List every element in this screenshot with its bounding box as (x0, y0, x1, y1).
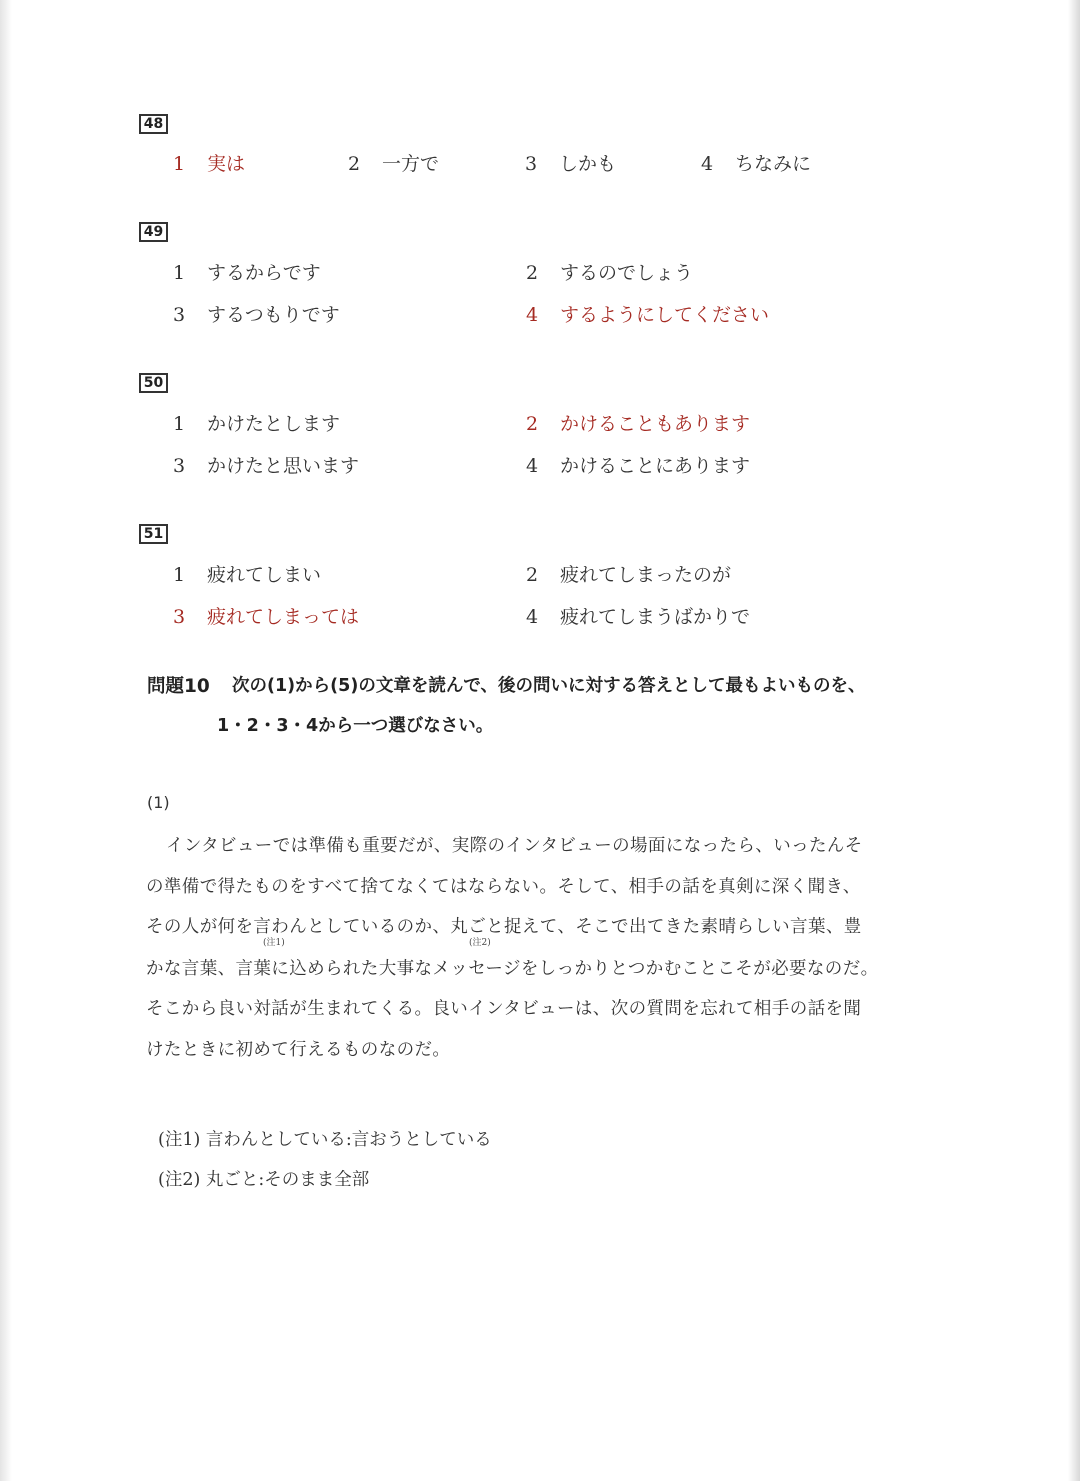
passage-number: (1) (147, 793, 170, 812)
option-50-1[interactable] (173, 412, 340, 436)
passage-line: インタビューでは準備も重要だが、実際のインタビューの場面になったら、いったんそ (166, 836, 863, 856)
option-text: 疲れてしまい (207, 564, 322, 586)
option-text: かけたと思います (207, 455, 360, 477)
option-text: 実は (207, 153, 246, 175)
mondai-label: 問題10 (147, 676, 210, 697)
option-51-3[interactable] (173, 605, 359, 629)
option-number: 2 (526, 262, 539, 284)
option-text: かけたとします (207, 413, 341, 435)
question-number-51: 51 (139, 524, 168, 544)
option-text: ちなみに (735, 153, 812, 175)
option-number: 4 (701, 153, 714, 175)
option-number: 1 (173, 262, 186, 284)
footnote-2: (注2) 丸ごと:そのまま全部 (158, 1170, 370, 1190)
option-text: 疲れてしまっては (207, 606, 360, 628)
option-49-4[interactable] (526, 303, 769, 327)
mondai-instruction-line2: 1・2・3・4から一つ選びなさい。 (217, 716, 494, 736)
option-text: するのでしょう (560, 262, 694, 284)
option-text: かけることにあります (560, 455, 751, 477)
option-number: 3 (173, 606, 186, 628)
option-text: 一方で (382, 153, 440, 175)
mondai-instruction-line1: 次の(1)から(5)の文章を読んで、後の問いに対する答えとして最もよいものを、 (232, 676, 866, 696)
option-number: 3 (525, 153, 538, 175)
passage-line: そこから良い対話が生まれてくる。良いインタビューは、次の質問を忘れて相手の話を聞 (146, 999, 862, 1019)
passage-line: かな言葉、言葉に込められた大事なメッセージをしっかりとつかむことこそが必要なのだ。 (146, 959, 879, 979)
option-number: 4 (526, 304, 539, 326)
option-number: 4 (526, 606, 539, 628)
option-text: するつもりです (207, 304, 340, 326)
option-number: 1 (173, 413, 186, 435)
ruby-note-1: (注1) (263, 938, 285, 948)
question-number-48: 48 (139, 114, 168, 134)
option-number: 2 (526, 564, 539, 586)
option-48-3[interactable] (525, 152, 616, 176)
option-49-3[interactable] (173, 303, 340, 327)
option-50-2[interactable] (526, 412, 750, 436)
option-48-1[interactable] (173, 152, 245, 176)
scan-edge-right (1068, 0, 1080, 1481)
question-number-50: 50 (139, 373, 168, 393)
option-number: 2 (348, 153, 361, 175)
passage-line: けたときに初めて行えるものなのだ。 (146, 1040, 451, 1060)
option-50-3[interactable] (173, 454, 359, 478)
scan-edge-left (0, 0, 12, 1481)
option-48-2[interactable] (348, 152, 439, 176)
option-48-4[interactable] (701, 152, 811, 176)
option-text: するようにしてください (560, 304, 770, 326)
option-text: 疲れてしまったのが (560, 564, 732, 586)
option-number: 1 (173, 564, 186, 586)
option-number: 4 (526, 455, 539, 477)
ruby-note-2: (注2) (469, 938, 491, 948)
question-number-49: 49 (139, 222, 168, 242)
option-text: するからです (207, 262, 321, 284)
option-50-4[interactable] (526, 454, 750, 478)
option-51-2[interactable] (526, 563, 731, 587)
option-text: かけることもあります (560, 413, 751, 435)
option-51-4[interactable] (526, 605, 750, 629)
option-49-2[interactable] (526, 261, 693, 285)
option-text: 疲れてしまうばかりで (560, 606, 751, 628)
footnote-1: (注1) 言わんとしている:言おうとしている (158, 1130, 492, 1150)
passage-line: の準備で得たものをすべて捨てなくてはならない。そして、相手の話を真剣に深く聞き、 (146, 877, 861, 897)
option-number: 1 (173, 153, 186, 175)
option-number: 3 (173, 455, 186, 477)
option-51-1[interactable] (173, 563, 321, 587)
passage-line: その人が何を言わんとしているのか、丸ごと捉えて、そこで出てきた素晴らしい言葉、豊 (146, 917, 862, 937)
option-49-1[interactable] (173, 261, 321, 285)
option-text: しかも (559, 153, 617, 175)
option-number: 3 (173, 304, 186, 326)
option-number: 2 (526, 413, 539, 435)
